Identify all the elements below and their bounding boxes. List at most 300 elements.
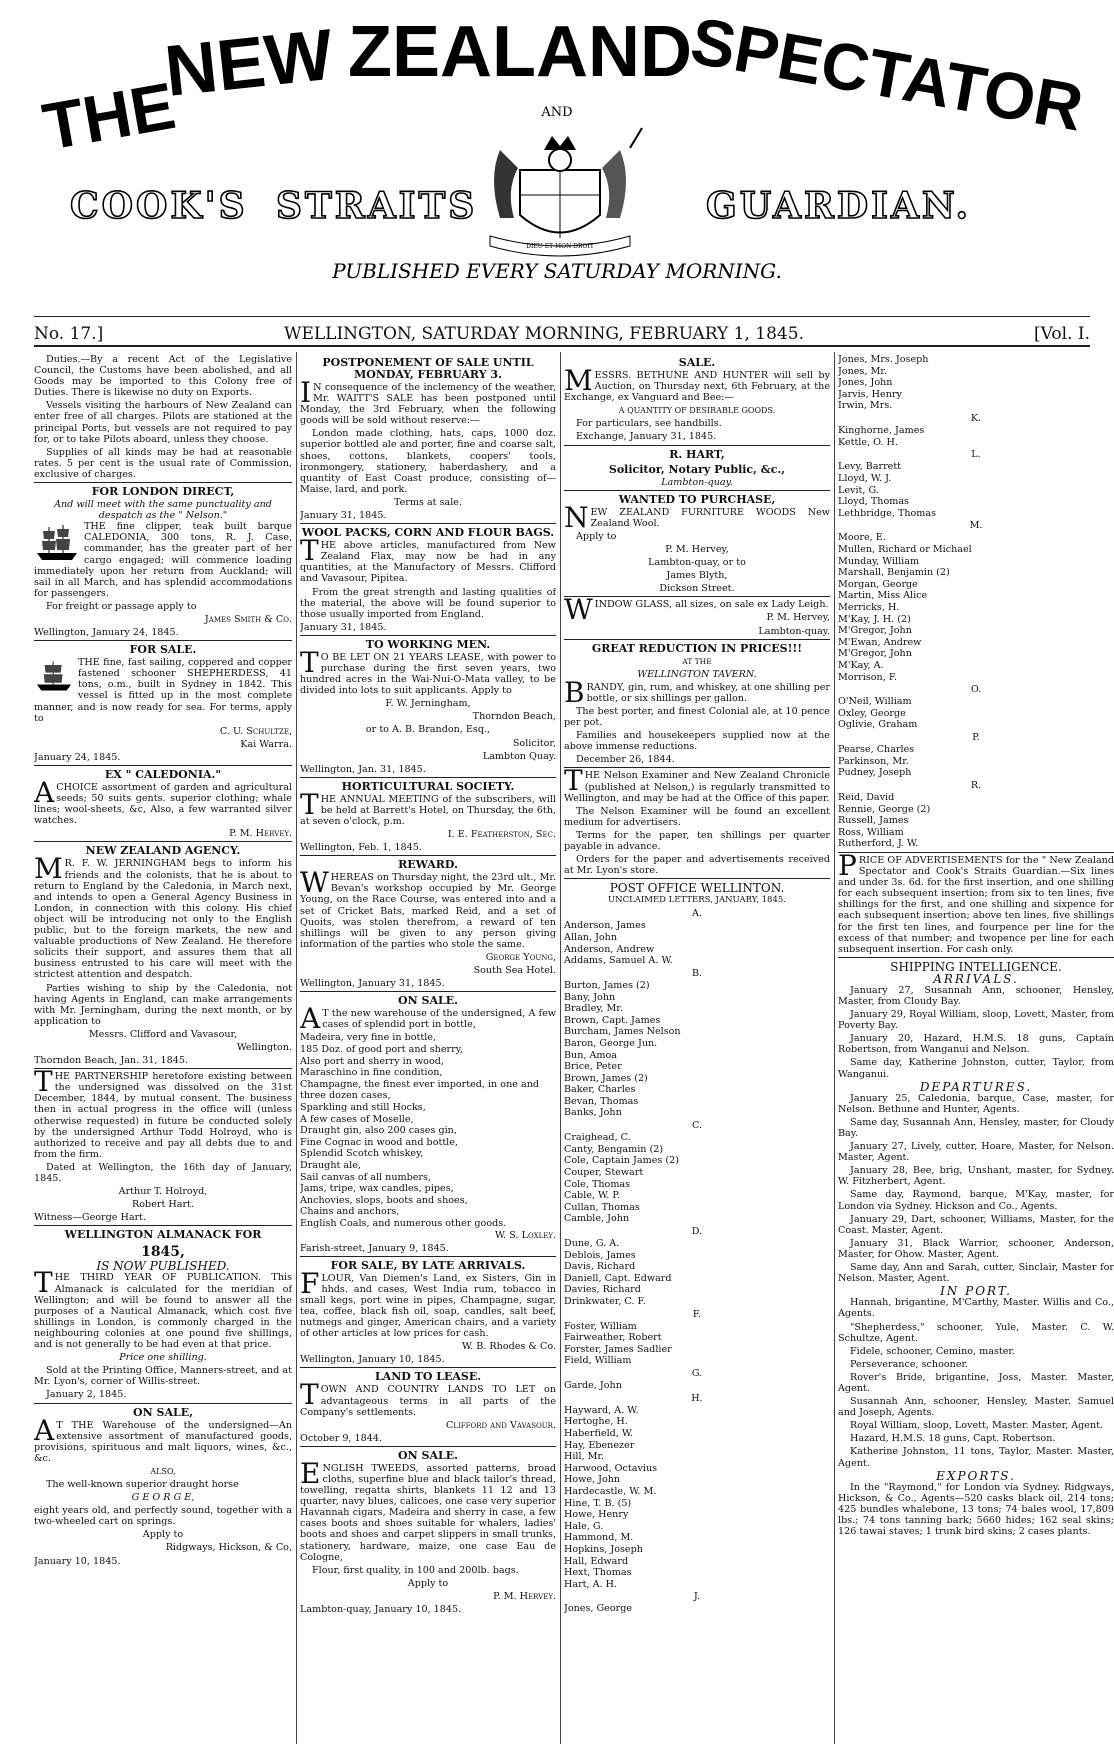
divider <box>564 767 830 768</box>
ad-heading: LAND TO LEASE. <box>374 1370 482 1384</box>
ad-body: NEW ZEALAND FURNITURE WOODS New Zealand Wool. <box>564 500 830 534</box>
addressee-name: Lloyd, Thomas <box>838 496 909 508</box>
shipping-entry: January 25, Caledonia, barque, Case, master, for Nelson. Bethune and Hunter, Agents. <box>838 1092 1114 1115</box>
addressee-name: Hine, T. B. (5) <box>564 1497 632 1509</box>
addressee-name: Howe, John <box>564 1474 621 1486</box>
ad-date: December 26, 1844. <box>576 754 675 766</box>
addressee-name: Morrison, F. <box>838 671 898 683</box>
post-office-subheading: UNCLAIMED LETTERS, JANUARY, 1845. <box>608 895 786 906</box>
ad-terms: Terms at sale. <box>393 496 463 508</box>
ad-signature: I. E. Featherston, Sec. <box>447 829 556 841</box>
ad-heading: HORTICULTURAL SOCIETY. <box>341 779 515 793</box>
addressee-name: Mullen, Richard or Michael <box>838 544 972 555</box>
letter-group <box>838 354 1114 412</box>
sailing-ship-icon <box>34 523 80 563</box>
letter-group <box>564 1132 830 1225</box>
shipping-entry: "Shepherdess," schooner, Yule, Master. C. W. Schultze, Agent. <box>838 1321 1114 1344</box>
letter-group <box>838 696 1114 731</box>
addressee-name: Hammond, M. <box>564 1532 634 1544</box>
ad-heading: NEW ZEALAND AGENCY. <box>85 844 241 858</box>
sailing-ship-icon <box>34 659 74 693</box>
exports-body: In the "Raymond," for London via Sydney. Ridgways, Hickson, & Co., Agents—520 casks black oil, 214 tons; 425 bundles whalebone, 13 tons; 74 bales wool, 17,809 lbs.; 74 tons tanning bark; 5660 hides; 162 seal skins; 126 tawai staves; 1 trunk bird skins; 2 cases plants. <box>838 1481 1114 1538</box>
ad-body: The well-known superior draught horse <box>46 1478 239 1490</box>
letter-group <box>564 980 830 1119</box>
addressee-name: Hayward, A. W. <box>564 1404 639 1416</box>
addressee-name: Burton, James (2) <box>564 979 650 991</box>
addressee-name: Brice, Peter <box>564 1061 622 1073</box>
column-rule <box>296 352 297 1744</box>
ad-signature: Dickson Street. <box>659 583 735 595</box>
goods-item: Splendid Scotch whiskey, <box>300 1148 424 1160</box>
addressee-name: Cullan, Thomas <box>564 1201 640 1213</box>
shipping-entry: January 27, Lively, cutter, Hoare, Master, for Nelson. Master, Agent. <box>838 1141 1114 1164</box>
ad-signature: Lambton-quay. <box>758 625 830 637</box>
addressee-name: Parkinson, Mr. <box>838 755 909 767</box>
goods-item: Champagne, the finest ever imported, in one and three dozen cases, <box>300 1078 540 1102</box>
masthead-spectator: SPECTATOR <box>685 2 1089 145</box>
masthead-straits: STRAITS <box>276 185 478 227</box>
column-4 <box>838 354 1114 1746</box>
addressee-name: Brown, James (2) <box>564 1072 648 1084</box>
ad-signature: Wellington. <box>236 1041 292 1053</box>
shipping-entry: January 29, Royal William, sloop, Lovett, Master, from Poverty Bay. <box>838 1009 1114 1032</box>
divider <box>564 490 830 491</box>
shipping-entry: Susannah Ann, schooner, Hensley, Master. Samuel and Joseph, Agents. <box>838 1396 1114 1419</box>
coat-of-arms-motto: DIEU ET MON DROIT <box>526 243 594 250</box>
ad-signature: Robert Hart. <box>132 1199 194 1211</box>
masthead-zealand: ZEALAND <box>348 12 692 92</box>
ad-body: ENGLISH TWEEDS, assorted patterns, broad cloths, superfine blue and black tailor's thread, towelling, regatta shirts, blankets 11 12 and 13 quarter, navy blues, calicoes, one case very superior Havannah cigars, Madeira and sherry in case, a few cases boots and shoes suitable for whalers, ladies' boots and shoes and carpet slippers in small trunks, stationery, hardware, maize, one case Eau de Cologne, <box>300 1456 556 1563</box>
goods-item: Madeira, very fine in bottle, <box>300 1032 437 1044</box>
masthead-and: AND <box>541 105 573 120</box>
ad-body: WHEREAS on Thursday night, the 23rd ult., Mr. Bevan's workshop occupied by Mr. George Young, on the Race Course, was entered into and a set of Cricket Bats, marked Reid, and a set of Quoits, was stolen therefrom, a reward of ten shillings will be given to any person giving information of the parties who stole the same. <box>300 866 556 950</box>
shipping-entry: January 29, Dart, schooner, Williams, Master, for the Coast. Master, Agent. <box>838 1213 1114 1236</box>
ad-body: THE PARTNERSHIP heretofore existing between the undersigned was dissolved on the 31st December, 1844, by mutual consent. The business then in actual progress in the office will (unless otherwise requested) in future be conducted solely by the undersigned Arthur Todd Holroyd, who is authorized to receive and pay all debts due to and from the firm. <box>34 1065 292 1160</box>
ad-signature: James Smith & Co. <box>204 613 292 625</box>
goods-item: Sparkling and still Hocks, <box>300 1101 426 1113</box>
ad-date: Wellington, Jan. 31, 1845. <box>300 763 426 775</box>
divider <box>34 640 292 641</box>
issue-volume: [Vol. I. <box>1034 324 1090 344</box>
divider <box>300 1256 556 1257</box>
divider <box>838 852 1114 853</box>
ad-signature: or to A. B. Brandon, Esq., <box>365 724 491 736</box>
departures-list <box>838 1093 1114 1285</box>
addressee-name: Howe, Henry <box>564 1509 629 1521</box>
addressee-name: Bradley, Mr. <box>564 1003 623 1015</box>
goods-item: Chains and anchors, <box>300 1206 400 1218</box>
goods-item: Draught gin, also 200 cases gin, <box>300 1125 457 1137</box>
ad-body: The best porter, and finest Colonial ale, at 10 pence per pot. <box>564 705 830 729</box>
addressee-name: Davis, Richard <box>564 1261 636 1273</box>
masthead-tagline: PUBLISHED EVERY SATURDAY MORNING. <box>332 259 782 283</box>
addressee-name: Jarvis, Henry <box>838 388 902 400</box>
addressee-name: Hale, G. <box>564 1520 604 1532</box>
addressee-name: M'Kay, A. <box>838 659 884 671</box>
addressee-name: Field, William <box>564 1355 632 1367</box>
addressee-name: Rennie, George (2) <box>838 803 931 815</box>
divider <box>34 1225 292 1226</box>
letter-group <box>564 1321 830 1367</box>
ad-at: AT THE <box>682 656 712 666</box>
goods-item: 185 Doz. of good port and sherry, <box>300 1044 463 1055</box>
addressee-name: Drinkwater, C. F. <box>564 1295 646 1307</box>
letter-group <box>838 425 1114 448</box>
ad-heading: FOR SALE, BY LATE ARRIVALS. <box>330 1258 526 1272</box>
addressee-name: M'Kay, J. H. (2) <box>838 613 911 625</box>
ad-date: Wellington, Feb. 1, 1845. <box>300 842 422 854</box>
letter-group-heading: P. <box>972 732 980 743</box>
ad-date: Thorndon Beach, Jan. 31, 1845. <box>34 1055 188 1067</box>
divider <box>34 765 292 766</box>
addressee-name: Forster, James Sadlier <box>564 1343 672 1355</box>
ad-heading: ON SALE. <box>398 994 458 1008</box>
ad-body: WINDOW GLASS, all sizes, on sale ex Lady Leigh. <box>564 593 829 627</box>
addressee-name: Hertoghe, H. <box>564 1416 628 1428</box>
divider <box>34 841 292 842</box>
letter-group-heading: H. <box>691 1392 703 1404</box>
addressee-name: Moore, E. <box>838 532 886 544</box>
ad-body: Terms for the paper, ten shillings per quarter payable in advance. <box>564 829 830 852</box>
letter-group <box>564 920 830 966</box>
addressee-name: Dune, G. A. <box>564 1238 620 1249</box>
divider <box>300 523 556 524</box>
ad-heading: R. HART, <box>669 447 725 461</box>
ad-signature: P. M. Hervey, <box>665 543 729 555</box>
ad-heading: Solicitor, Notary Public, &c., <box>608 462 786 476</box>
letter-group-heading: B. <box>691 967 703 979</box>
addressee-name: Kinghorne, James <box>838 425 925 437</box>
addressee-name: Haberfield, W. <box>564 1428 634 1439</box>
shipping-entry: Hazard, H.M.S. 18 guns, Capt. Robertson. <box>850 1433 1056 1445</box>
goods-list <box>300 1032 556 1229</box>
addressee-name: Morgan, George <box>838 578 918 590</box>
shipping-entry: Hannah, brigantine, M'Carthy, Master. Willis and Co., Agents. <box>838 1297 1114 1320</box>
addressee-name: M'Gregor, John <box>838 625 912 637</box>
addressee-name: Merricks, H. <box>838 601 900 613</box>
letter-group-heading: K. <box>970 412 982 424</box>
ad-body: TOWN AND COUNTRY LANDS TO LET on advantageous terms in all parts of the Company's settlements. <box>300 1378 556 1418</box>
letter-group-heading: D. <box>691 1225 703 1237</box>
ad-heading: POSTPONEMENT OF SALE UNTIL MONDAY, FEBRUARY 3. <box>322 356 534 381</box>
addressee-name: Baker, Charles <box>564 1084 636 1096</box>
addressee-name: Cable, W. P. <box>564 1190 620 1202</box>
shipping-entry: Same day, Susannah Ann, Hensley, master, for Cloudy Bay. <box>838 1116 1114 1139</box>
column-2 <box>300 354 556 1746</box>
ad-body: Sold at the Printing Office, Manners-street, and at Mr. Lyon's, corner of Willis-street. <box>34 1365 292 1388</box>
shipping-entry: Rover's Bride, brigantine, Joss, Master. Master, Agent. <box>838 1371 1114 1394</box>
divider <box>564 596 830 597</box>
goods-item: Anchovies, slops, boots and shoes, <box>300 1194 468 1206</box>
divider <box>34 1403 292 1404</box>
addressee-name: Davies, Richard <box>564 1284 641 1296</box>
addressee-name: Harwood, Octavius <box>564 1462 658 1474</box>
ad-body: THE Nelson Examiner and New Zealand Chronicle (published at Nelson,) is regularly transmitted to Wellington, and may be had at the Office of this paper. <box>564 764 830 804</box>
ad-heading: 1845, <box>141 1244 185 1261</box>
ad-subheading: IS NOW PUBLISHED. <box>96 1259 230 1274</box>
masthead <box>0 0 1114 320</box>
royal-coat-of-arms-icon <box>490 128 642 256</box>
ad-signature: P. M. Hervey, <box>766 612 830 624</box>
ad-date: Farish-street, January 9, 1845. <box>300 1242 449 1254</box>
ad-signature: Lambton Quay. <box>482 750 556 762</box>
addressee-name: Fairweather, Robert <box>564 1332 662 1344</box>
vessels-notice: Vessels visiting the harbours of New Zealand can enter free of all charges. Pilots are stationed at the principal Ports, but vessels are not required to pay for, or to take Pilots aboard, unless they choose. <box>34 400 292 445</box>
addressee-name: Levit, G. <box>838 484 879 496</box>
addressee-name: Daniell, Capt. Edward <box>564 1272 672 1284</box>
ad-signature: F. W. Jerningham, <box>385 698 471 710</box>
letter-group-heading: R. <box>970 779 982 791</box>
ad-body: eight years old, and perfectly sound, together with a two-wheeled cart on springs. <box>34 1505 292 1528</box>
ad-signature: W. B. Rhodes & Co. <box>462 1341 556 1353</box>
ad-body: For particulars, see handbills. <box>576 418 722 430</box>
ad-heading: WANTED TO PURCHASE, <box>618 492 776 506</box>
divider <box>300 1367 556 1368</box>
ad-lot: A QUANTITY OF DESIRABLE GOODS. <box>618 406 776 416</box>
ad-heading: SALE. <box>678 356 716 369</box>
column-rule <box>560 352 561 1744</box>
addressee-name: Banks, John <box>564 1107 622 1119</box>
addressee-name: Reid, David <box>838 791 895 803</box>
goods-item: Maraschino in fine condition, <box>300 1067 443 1079</box>
addressee-name: M'Ewan, Andrew <box>838 636 922 648</box>
ad-body: IN consequence of the inclemency of the weather, Mr. WAITT'S SALE has been postponed until Monday, the 3rd February, when the following goods will be sold without reserve:— <box>300 376 556 427</box>
masthead-rule-top <box>34 316 1090 317</box>
ad-body: From the great strength and lasting qualities of the material, the above will be found superior to those usually imported from England. <box>300 586 556 620</box>
ad-body: The Nelson Examiner will be found an excellent medium for advertisers. <box>564 805 830 828</box>
addressee-name: Baron, George Jun. <box>564 1037 658 1049</box>
letter-group-heading: C. <box>691 1120 703 1132</box>
ad-date: Dated at Wellington, the 16th day of January, 1845. <box>34 1161 292 1184</box>
unclaimed-letters-list <box>564 908 830 1615</box>
ad-body: THE THIRD YEAR OF PUBLICATION. This Almanack is calculated for the meridian of Wellington; and will be found to answer all the purposes of a Nautical Almanack, which cost five shillings in London, is commonly charged in the neighbouring colonies at one pound five shillings, and is not generally to be had even at that price. <box>34 1266 292 1351</box>
ad-heading: EX " CALEDONIA." <box>104 768 222 781</box>
ad-body: AT THE Warehouse of the undersigned—An extensive assortment of manufactured goods, provisions, spirituous and malt liquors, wines, &c., &c. <box>34 1413 292 1464</box>
column-rule <box>834 352 835 1744</box>
addressee-name: Allan, John <box>564 932 618 944</box>
addressee-name: Martin, Miss Alice <box>838 590 928 602</box>
in-port-list <box>838 1297 1114 1468</box>
ad-heading: WOOL PACKS, CORN AND FLOUR BAGS. <box>301 526 555 540</box>
column-1 <box>34 354 292 1746</box>
letter-group <box>838 461 1114 519</box>
ad-body: THE ANNUAL MEETING of the subscribers, will be held at Barrett's Hotel, on Thursday, the 6th, at seven o'clock, p.m. <box>300 787 556 827</box>
addressee-name: M'Gregor, John <box>838 648 912 660</box>
addressee-name: Hext, Thomas <box>564 1567 632 1579</box>
ad-heading: ON SALE, <box>133 1405 193 1419</box>
letter-group-heading: O. <box>970 684 982 696</box>
advertising-rates: PRICE OF ADVERTISEMENTS for the " New Zealand Spectator and Cook's Straits Guardian.—Six lines and under 3s. 6d. for the first insertion, and one shilling for each subsequent insertion; from six to ten lines, five shillings for the first, and one shilling and sixpence for each subsequent insertion; above ten lines, five shillings for the first ten lines, and fourpence per line for the excess of that number; and twopence per line for each subsequent insertion. For cash only. <box>838 848 1114 955</box>
ad-witness: Witness—George Hart. <box>34 1212 147 1224</box>
ad-date: January 24, 1845. <box>34 751 121 763</box>
masthead-guardian: GUARDIAN. <box>706 185 972 227</box>
ad-date: Wellington, January 10, 1845. <box>300 1354 445 1366</box>
divider <box>34 1068 292 1069</box>
ad-address: Lambton-quay. <box>661 476 733 488</box>
shipping-entry: January 31, Black Warrior, schooner, Anderson, Master, for Ohow. Master, Agent. <box>838 1237 1114 1260</box>
ad-signature: W. S. Loxley. <box>494 1229 556 1241</box>
letter-group <box>564 1238 830 1308</box>
masthead-cooks: COOK'S <box>70 185 248 227</box>
addressee-name: Hall, Edward <box>564 1555 629 1567</box>
addressee-name: Jones, Mrs. Joseph <box>838 354 929 365</box>
ad-body: ACHOICE assortment of garden and agricultural seeds; 50 suits gents. superior clothing; whale lines; wool-sheets, &c, Also, a few warranted silver watches. <box>34 776 292 827</box>
ad-body: Flour, first quality, in 100 and 200lb. bags. <box>312 1564 519 1576</box>
divider <box>564 445 830 446</box>
column-3 <box>564 354 830 1746</box>
addressee-name: Lloyd, W. J. <box>838 472 892 484</box>
divider <box>300 777 556 778</box>
ad-body: Families and housekeepers supplied now at the above immense reductions. <box>564 730 830 753</box>
arrivals-heading: ARRIVALS. <box>933 971 1019 986</box>
unclaimed-letters-list <box>838 354 1114 850</box>
addressee-name: Munday, William <box>838 555 920 567</box>
goods-item: Also port and sherry in wood, <box>300 1055 444 1067</box>
ad-signature: P. M. Hervey. <box>493 1590 556 1602</box>
addressee-name: Deblois, James <box>564 1249 636 1261</box>
masthead-the: THE <box>37 67 181 164</box>
letter-group <box>838 792 1114 850</box>
addressee-name: Couper, Stewart <box>564 1166 644 1178</box>
post-office-heading: POST OFFICE WELLINTON. <box>609 881 785 896</box>
ad-apply: Apply to <box>576 530 617 542</box>
supplies-notice: Supplies of all kinds may be had at reasonable rates. 5 per cent is the usual rate of Commission, exclusive of charges. <box>34 446 292 480</box>
addressee-name: Burcham, James Nelson <box>564 1026 681 1038</box>
ad-body: Parties wishing to ship by the Caledonia, not having Agents in England, can make arrangements with Mr. Jerningham, during the next month, or by application to <box>34 982 292 1027</box>
addressee-name: Levy, Barrett <box>838 461 902 473</box>
divider <box>564 878 830 879</box>
letter-group <box>838 744 1114 779</box>
ad-heading: FOR SALE. <box>129 643 197 657</box>
ad-subheading: And will meet with the same punctuality and despatch as the " Nelson." <box>54 499 272 522</box>
addressee-name: Jones, George <box>564 1603 633 1615</box>
horse-name: G E O R G E, <box>131 1492 195 1504</box>
addressee-name: Garde, John <box>564 1380 622 1392</box>
goods-item: Jams, tripe, wax candles, pipes, <box>300 1183 454 1195</box>
ad-heading: ON SALE. <box>398 1448 458 1462</box>
addressee-name: Camble, John <box>564 1213 630 1225</box>
addressee-name: Bany, John <box>564 991 616 1003</box>
addressee-name: Anderson, Andrew <box>564 943 655 955</box>
ad-body: BRANDY, gin, rum, and whiskey, at one shilling per bottle, or six shillings per gallon. <box>564 675 830 709</box>
ad-body: AT the new warehouse of the undersigned, A few cases of splendid port in bottle, <box>300 1002 556 1036</box>
ad-signature: South Sea Hotel. <box>473 965 556 977</box>
ad-body: MESSRS. BETHUNE AND HUNTER will sell by Auction, on Thursday next, 6th February, at the Exchange, ex Vanguard and Bee:— <box>564 364 830 404</box>
shipping-entry: January 28, Bee, brig, Unshant, master, for Sydney. W. Fitzherbert, Agent. <box>838 1165 1114 1188</box>
addressee-name: Rutherford, J. W. <box>838 838 919 850</box>
issue-number: No. 17.] <box>34 324 104 344</box>
ad-body: Orders for the paper and advertisements received at Mr. Lyon's store. <box>564 854 830 877</box>
addressee-name: Russell, James <box>838 815 909 827</box>
divider <box>838 957 1114 958</box>
addressee-name: Irwin, Mrs. <box>838 400 893 412</box>
ad-date: January 10, 1845. <box>34 1555 121 1567</box>
addressee-name: Hopkins, Joseph <box>564 1543 643 1555</box>
ad-heading: WELLINGTON ALMANACK FOR <box>64 1228 262 1242</box>
ad-body: THE fine, fast sailing, coppered and copper fastened schooner SHEPHERDESS, 41 tons, o.m., built in Sydney in 1842. This vessel is fitted up in the most complete manner, and is now ready for sea. For terms, apply to <box>34 657 292 724</box>
ad-date: October 9, 1844. <box>300 1432 382 1444</box>
addressee-name: Jones, Mr. <box>838 365 887 377</box>
addressee-name: Cole, Captain James (2) <box>564 1155 679 1167</box>
ad-apply: For freight or passage apply to <box>46 600 197 612</box>
ad-signature: George Young, <box>485 951 556 963</box>
addressee-name: Lethbridge, Thomas <box>838 507 937 519</box>
divider <box>300 1446 556 1447</box>
addressee-name: O'Neil, William <box>838 696 912 708</box>
addressee-name: Canty, Bengamin (2) <box>564 1143 664 1155</box>
ad-signature: Kai Warra. <box>240 738 292 750</box>
ad-signature: Lambton-quay, or to <box>648 557 746 569</box>
goods-item: English Coals, and numerous other goods. <box>300 1217 507 1229</box>
goods-item: Fine Cognac in wood and bottle, <box>300 1136 458 1148</box>
addressee-name: Marshall, Benjamin (2) <box>838 567 950 579</box>
ad-body: THE above articles, manufactured from New Zealand Flax, may now be had in any quantities, at the Manufactory of Messrs. Clifford and Vavasour, Pipitea. <box>300 534 556 585</box>
addressee-name: Bevan, Thomas <box>564 1095 639 1107</box>
ad-body: TO BE LET ON 21 YEARS LEASE, with power to purchase during the first seven years, two hundred acres in the Wai-Nui-O-Mata valley, to be divided into lots to suit applicants. Apply to <box>300 645 556 697</box>
letter-group-heading: F. <box>692 1308 702 1320</box>
ad-heading: TO WORKING MEN. <box>365 637 491 651</box>
masthead-rule-bottom <box>34 345 1090 347</box>
divider <box>34 482 292 483</box>
issue-dateline: WELLINGTON, SATURDAY MORNING, FEBRUARY 1, 1845. <box>284 324 804 344</box>
letter-group <box>564 1603 830 1615</box>
duties-notice: Duties.—By a recent Act of the Legislative Council, the Customs have been abolished, and all Goods may be imported to this Colony free of Duties. There is likewise no duty on Exports. <box>34 354 292 399</box>
letter-group-heading: J. <box>693 1591 701 1603</box>
shipping-heading: SHIPPING INTELLIGENCE. <box>890 959 1062 974</box>
addressee-name: Jones, John <box>838 377 893 389</box>
ad-date: Wellington, January 24, 1845. <box>34 627 179 639</box>
ad-heading: GREAT REDUCTION IN PRICES!!! <box>591 641 803 655</box>
ad-also: ALSO, <box>150 1466 176 1476</box>
ad-signature: Solicitor, <box>512 737 556 749</box>
goods-item: Draught ale, <box>300 1159 361 1171</box>
addressee-name: Pearse, Charles <box>838 744 915 756</box>
ad-body: FLOUR, Van Diemen's Land, ex Sisters, Gin in hhds. and cases, West India rum, tobacco in small kegs, port wine in pipes, Champagne, sugar, tea, coffee, black fish oil, soap, candles, salt beef, nutmegs and ginger, American chairs, and a variety of other articles at low prices for cash. <box>300 1266 556 1340</box>
ad-date: January 31, 1845. <box>300 621 387 633</box>
addressee-name: Ross, William <box>838 826 904 838</box>
in-port-heading: IN PORT. <box>940 1284 1012 1299</box>
ad-signature: Thorndon Beach, <box>472 711 556 723</box>
ad-signature: James Blyth, <box>666 570 728 582</box>
shipping-entry: January 27, Susannah Ann, schooner, Hensley, Master, from Cloudy Bay. <box>838 984 1114 1007</box>
letter-group <box>838 532 1114 683</box>
letter-group-heading: G. <box>691 1368 703 1380</box>
arrivals-list <box>838 985 1114 1080</box>
addressee-name: Bun, Amoa <box>564 1049 618 1061</box>
shipping-entry: Same day, Raymond, barque, M'Kay, master, for London via Sydney. Hickson and Co., Agents. <box>838 1189 1114 1212</box>
addressee-name: Oxley, George <box>838 707 906 719</box>
addressee-name: Addams, Samuel A. W. <box>564 955 673 967</box>
ad-date: Lambton-quay, January 10, 1845. <box>300 1604 462 1616</box>
tavern-name: WELLINGTON TAVERN. <box>637 668 757 680</box>
ad-date: Wellington, January 31, 1845. <box>300 978 445 990</box>
addressee-name: Cole, Thomas <box>564 1178 631 1190</box>
ad-date: Exchange, January 31, 1845. <box>576 431 717 443</box>
letter-group-heading: M. <box>969 520 983 532</box>
letter-group-heading: A. <box>692 908 702 920</box>
ad-body: London made clothing, hats, caps, 1000 doz. superior bottled ale and porter, fine and coarse salt, shoes, cottons, blankets, coopers' tools, ironmongery, stationery, haberdashery, and a quantity of East Coast produce, consisting of—Maise, lard, and pork. <box>300 428 556 495</box>
letter-group-heading: L. <box>971 449 981 461</box>
dateline-bar <box>34 322 1090 346</box>
ad-price: Price one shilling. <box>119 1352 207 1364</box>
ad-apply: Apply to <box>142 1529 184 1541</box>
addressee-name: Brown, Capt. James <box>564 1014 661 1026</box>
addressee-name: Kettle, O. H. <box>838 436 898 448</box>
exports-heading: EXPORTS. <box>936 1468 1016 1483</box>
divider <box>300 635 556 636</box>
addressee-name: Hay, Ebenezer <box>564 1439 635 1451</box>
addressee-name: Anderson, James <box>564 920 646 932</box>
